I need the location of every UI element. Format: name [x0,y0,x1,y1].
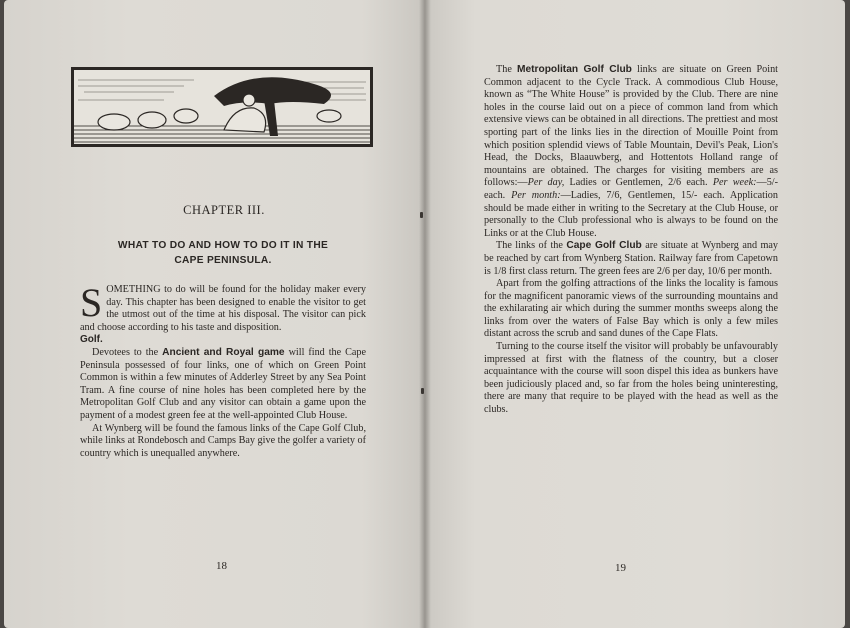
per-week-label: Per week: [712,177,757,189]
text-run: links are situate on Green Point Common adjacent to the Cycle Track. A commodious Club House, known as “The White House” is provided by the Club. There are nine holes in the course laid out on a piece of common land from which extensive views can be obtained in all directions. The prettiest and most sporting part of the links lies in the direction of Mouille Point from which position splendid views of Table Mountain, Devil's Peak, Lion's Head, the Docks, Blaauwberg, and Hottentots Holland range of mountains are obtained. The charges for visiting members are as follows:— [484,64,779,189]
golf-paragraph-2: At Wynberg will be found the famous links of the Cape Golf Club, while links at Rondebosch and Camps Bay give the golfer a variety of country which is unequalled anywhere. [80,422,366,459]
intro-paragraph [80,280,366,334]
ancient-royal-game-emphasis: Ancient and Royal game [162,346,285,358]
pastoral-illustration [71,67,373,147]
cape-golf-club-paragraph [484,240,778,278]
text-run: will find the Cape Peninsula possessed of four links, one of which on Green Point Common is within a few minutes of Adderley Street by any Sea Point Tram. A fine course of nine holes has been completed here by the Metropolitan Golf Club and any visitor can obtain a game upon the payment of a modest green fee at the well-appointed Club House. [80,346,367,421]
metropolitan-golf-club-emphasis: Metropolitan Golf Club [516,64,632,75]
text-run: —Ladies, 7/6, Gentlemen, 15/- each. Application should be made either in writing to the Secretary at the Club House, or personally to the Club professional who is always to be found on the Links or at the Club House. [484,189,778,239]
golf-section-heading: Golf. [80,334,103,346]
per-day-label: Per day, [527,177,565,189]
right-page-body [484,64,778,417]
drop-cap-letter: S [80,280,103,325]
subtitle-line-2: CAPE PENINSULA. [174,255,272,266]
text-run: Devotees to the [92,346,159,358]
binding-stitch-mark [420,212,423,218]
page-number-left: 18 [216,560,227,572]
per-month-label: Per month: [511,189,561,201]
page-number-right: 19 [615,562,626,574]
left-page [4,0,425,628]
text-run: Ladies or Gentlemen, 2/6 each. [569,177,708,189]
binding-stitch-mark [421,388,424,394]
chapter-subtitle [78,238,368,268]
intro-text: OMETHING to do will be found for the holiday maker every day. This chapter has been designed to enable the visitor to get the utmost out of the time at his disposal. The visitor can pick and choose according to his taste and disposition. [80,284,366,333]
text-run: The links of the [496,240,563,252]
text-run: —5/- each. [484,177,779,201]
subtitle-line-1: WHAT TO DO AND HOW TO DO IT IN THE [117,240,329,251]
course-paragraph: Turning to the course itself the visitor will probably be unfavourably impressed at first with the flatness of the country, but a closer acquaintance with the course will soon dispel this idea as bunkers have been judiciously placed and, so far from the holes being uninteresting, there are many that require to be played with the head as well as the clubs. [484,341,778,416]
cape-golf-club-emphasis: Cape Golf Club [566,240,642,252]
text-run: are situate at Wynberg and may be reached by cart from Wynberg Station. Railway fare from Capetown is 1/8 first class return. The green fees are 2/6 per day, 10/6 per month. [484,240,779,277]
chapter-heading: CHAPTER III. [183,203,265,217]
metropolitan-paragraph [484,64,778,240]
text-run: The [496,64,512,75]
left-page-body [80,280,367,460]
right-page [425,0,845,628]
book-gutter [419,0,431,628]
shepherd-under-tree-illustration [74,70,370,144]
golf-paragraph-1 [80,347,366,423]
locality-paragraph: Apart from the golfing attractions of the links the locality is famous for the magnificent panoramic views of the surrounding mountains and the exhilarating air which during the summer months sweeps along the links from over the waters of False Bay which is only a few miles distant across the scrub and sand dunes of the Cape Flats. [484,278,778,340]
